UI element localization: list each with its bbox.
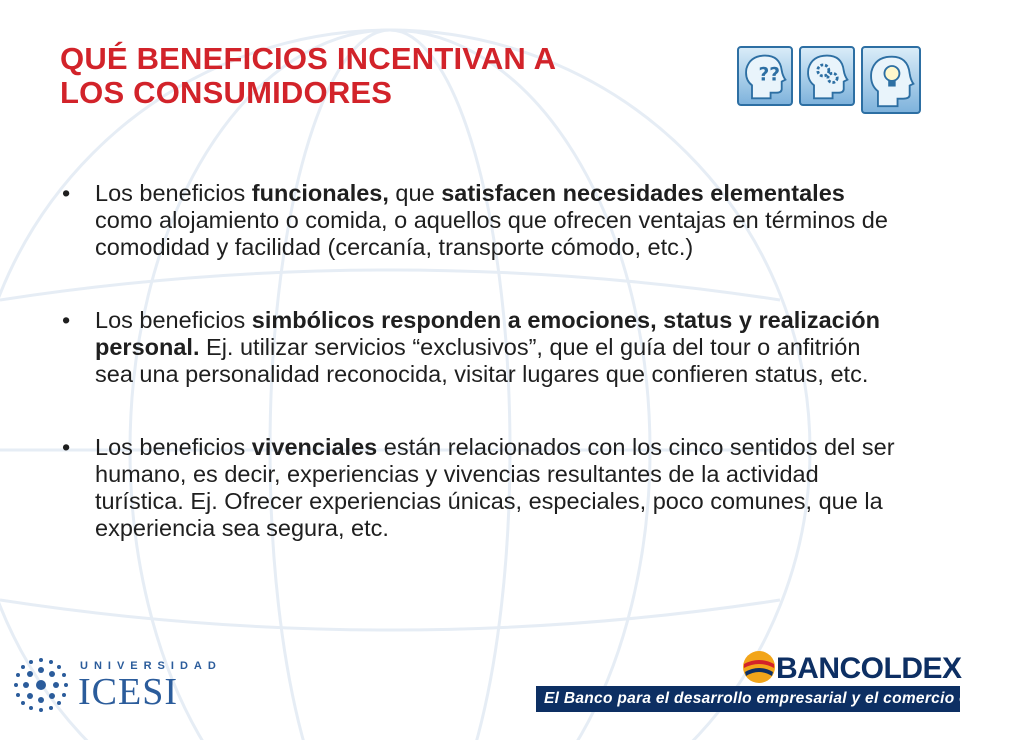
bullet-item — [62, 434, 902, 542]
bancoldex-logo-icon — [742, 650, 776, 684]
bullet-text: Los beneficios — [95, 180, 252, 206]
title-line-1: QUÉ BENEFICIOS INCENTIVAN A — [60, 41, 557, 76]
head-gears-icon — [799, 46, 855, 106]
bancoldex-name: BANCOLDEX — [776, 652, 962, 685]
head-question-icon — [737, 46, 793, 106]
bullet-emphasis: vivenciales — [251, 434, 378, 460]
head-lightbulb-icon — [861, 46, 921, 114]
bullet-text: Los beneficios — [95, 307, 252, 333]
bullet-list — [62, 180, 902, 588]
icesi-logo-icon — [12, 656, 70, 714]
bullet-text: están relacionados con los cinco sentidos del ser humano, es decir, experiencias y vivencias resultantes de la actividad turística. Ej. Ofrecer experiencias únicas, especiales, poco comunes, que la experiencia sea segura, etc. — [95, 434, 895, 541]
bullet-text: que — [388, 180, 442, 206]
bullet-text: como alojamiento o comida, o aquellos que ofrecen ventajas en términos de comodidad y facilidad (cercanía, transporte cómodo, etc.) — [95, 207, 888, 260]
bullet-marker: • — [62, 307, 71, 333]
bullet-marker: • — [62, 180, 71, 206]
bullet-item — [62, 307, 902, 388]
footer-tagline: El Banco para el desarrollo empresarial y el comercio exterior — [544, 690, 1018, 707]
bullet-emphasis: funcionales, — [251, 180, 389, 206]
bullet-item — [62, 180, 902, 261]
bullet-emphasis: satisfacen necesidades elementales — [441, 180, 845, 206]
bullet-text: Los beneficios — [95, 434, 252, 460]
svg-text:??: ?? — [758, 64, 781, 86]
icesi-name: ICESI — [78, 671, 178, 713]
header-icons — [737, 46, 921, 114]
title-line-2: LOS CONSUMIDORES — [60, 75, 393, 110]
icesi-university-label: UNIVERSIDAD — [80, 660, 222, 672]
bullet-emphasis: simbólicos responden a emociones, status y realización personal. — [95, 307, 880, 360]
bullet-marker: • — [62, 434, 71, 460]
bullet-text: Ej. utilizar servicios “exclusivos”, que el guía del tour o anfitrión sea una personalidad reconocida, visitar lugares que confieren status, etc. — [95, 334, 869, 387]
slide-title — [60, 42, 700, 110]
